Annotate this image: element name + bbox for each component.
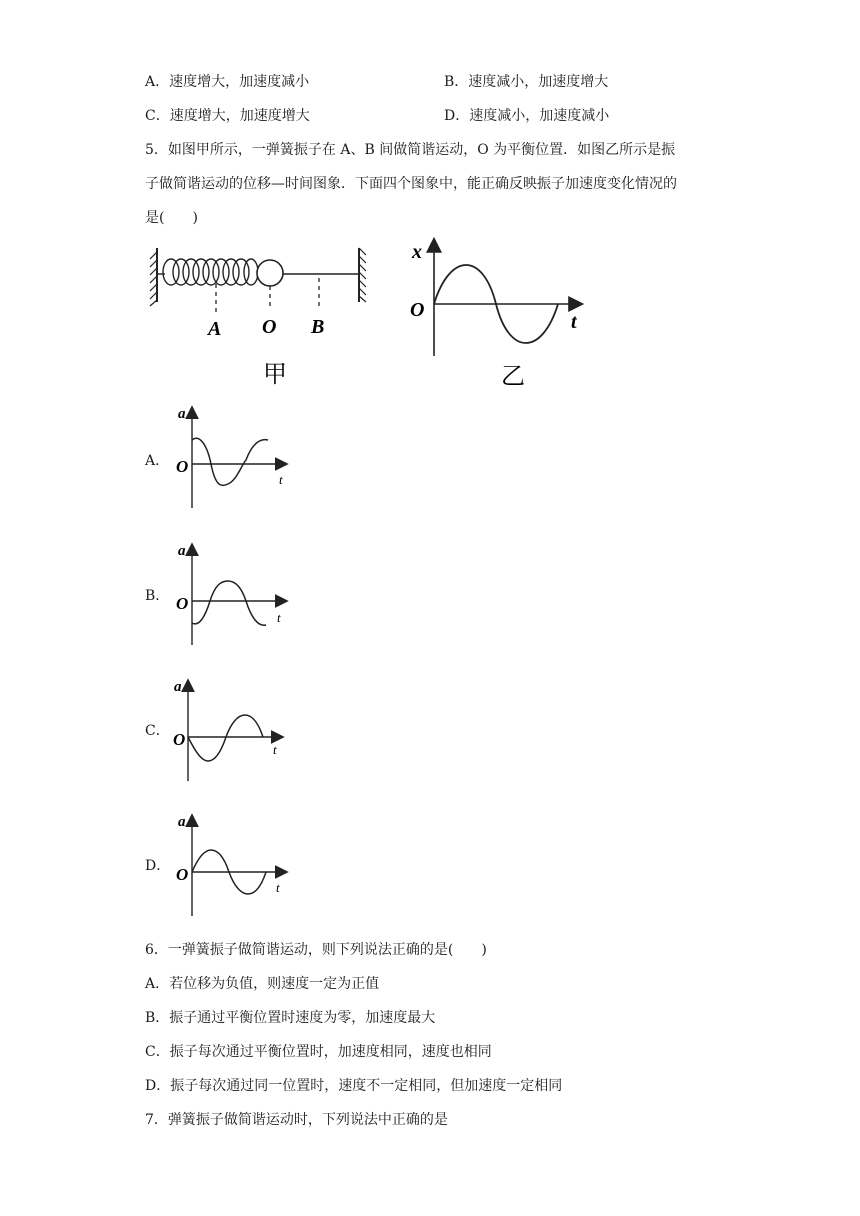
option-a-axis-t: t [279,472,283,487]
q5-stem-line-2: 子做简谐运动的位移—时间图象．下面四个图象中，能正确反映振子加速度变化情况的 [145,176,677,192]
q5-option-d-label: D． [145,858,171,874]
q5-option-a-graph [172,400,297,510]
option-d-origin: O [176,865,189,884]
option-b-axis-t: t [277,610,281,625]
q6-option-b: B．振子通过平衡位置时速度为零，加速度最大 [145,1010,436,1026]
option-c-curve [188,715,263,761]
figure-yi-displacement-time-graph [405,234,595,394]
option-b-curve [192,581,266,625]
q6-option-c: C．振子每次通过平衡位置时，加速度相同，速度也相同 [145,1044,492,1060]
q7-stem: 7．弹簧振子做简谐运动时，下列说法中正确的是 [145,1112,448,1128]
axis-t-label: t [571,311,577,333]
option-c-origin: O [173,730,186,749]
q4-option-d: D．速度减小，加速度减小 [444,108,610,124]
q4-option-b: B．速度减小，加速度增大 [444,74,609,90]
right-wall-hatch [359,248,366,302]
option-d-axis-a: a [178,814,186,830]
caption-yi: 乙 [501,364,525,390]
q6-option-d: D．振子每次通过同一位置时，速度不一定相同，但加速度一定相同 [145,1078,563,1094]
option-a-curve [192,438,268,485]
q5-option-b-label: B． [145,588,170,604]
q4-option-a: A．速度增大，加速度减小 [145,74,310,90]
left-wall-hatch [150,252,157,306]
spring-coils [157,259,259,285]
option-b-axis-a: a [178,543,186,559]
q6-stem: 6．一弹簧振子做简谐运动，则下列说法正确的是( ) [145,942,487,958]
q5-option-c-label: C． [145,723,170,739]
origin-label: O [410,299,425,321]
option-b-origin: O [176,594,189,613]
option-a-origin: O [176,457,189,476]
q6-option-a: A．若位移为负值，则速度一定为正值 [145,976,380,992]
label-a: A [208,318,222,340]
q5-option-b-graph [172,537,297,647]
q5-option-c-graph [168,673,293,783]
caption-jia: 甲 [263,362,287,388]
option-d-axis-t: t [276,880,280,895]
q4-option-c: C．速度增大，加速度增大 [145,108,310,124]
q5-option-d-graph [172,808,297,918]
label-o: O [262,316,277,338]
oscillator-ball [257,260,283,286]
option-c-axis-a: a [174,679,182,695]
q5-option-a-label: A． [145,453,170,469]
label-b: B [311,316,325,338]
axis-x-label: x [412,241,422,263]
q5-stem-line-3: 是( ) [145,210,198,226]
option-c-axis-t: t [273,742,277,757]
option-a-axis-a: a [178,406,186,422]
figure-jia-spring-oscillator [145,240,375,390]
q5-stem-line-1: 5．如图甲所示，一弹簧振子在 A、B 间做简谐运动，O 为平衡位置．如图乙所示是振 [145,142,676,158]
